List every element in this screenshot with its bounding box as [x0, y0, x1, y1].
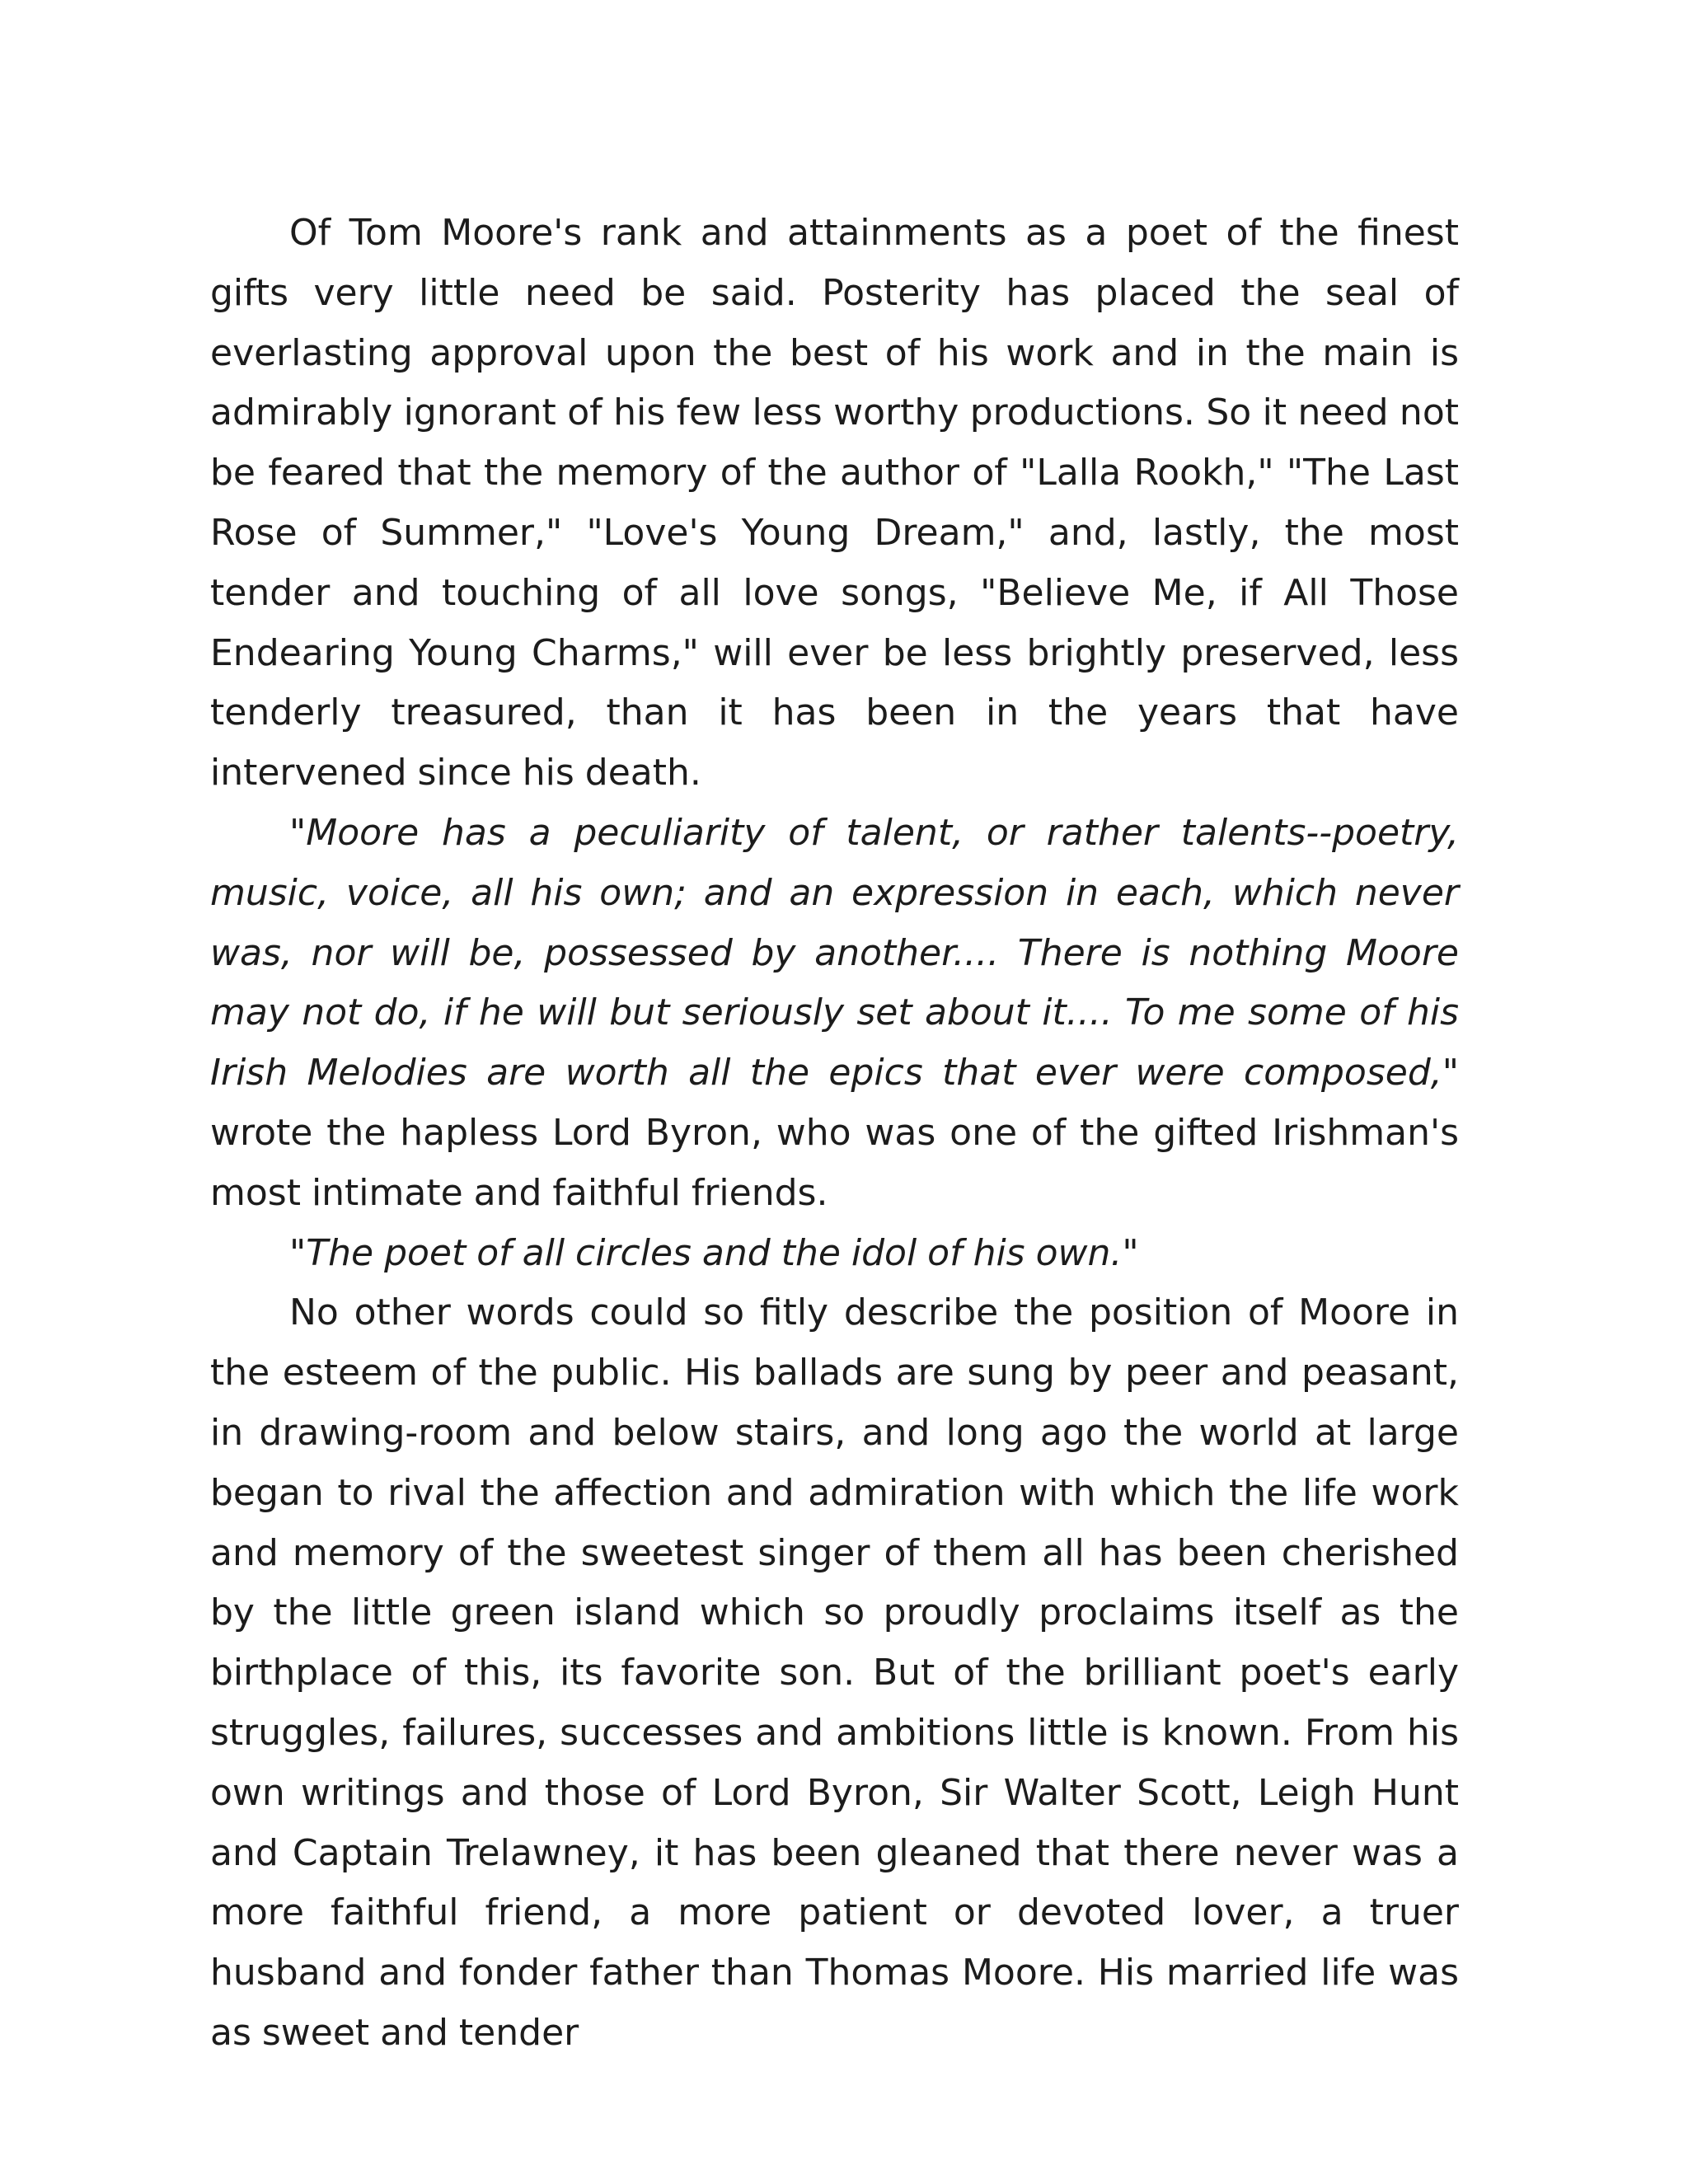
epithet-quotation: The poet of all circles and the idol of his own. [306, 1231, 1123, 1274]
body-text [210, 204, 1459, 2064]
open-quote-mark: " [289, 811, 307, 854]
paragraph-byron-quote [210, 804, 1459, 1224]
close-quote-mark: " [1122, 1231, 1139, 1274]
paragraph-epithet [210, 1224, 1459, 1284]
paragraph-public-esteem: No other words could so fitly describe the position of Moore in the esteem of the public. His ballads are sung by peer and peasant, in drawing-room and below stairs, and long ago the world at large began to rival the affection and admiration with which the life work and memory of the sweetest singer of them all has been cherished by the little green island which so proudly proclaims itself as the birthplace of this, its favorite son. But of the brilliant poet's early struggles, failures, successes and ambitions little is known. From his own writings and those of Lord Byron, Sir Walter Scott, Leigh Hunt and Captain Trelawney, it has been gleaned that there never was a more faithful friend, a more patient or devoted lover, a truer husband and fonder father than Thomas Moore. His married life was as sweet and tender [210, 1291, 1459, 2054]
paragraph-intro: Of Tom Moore's rank and attainments as a poet of the finest gifts very little need be said. Posterity has placed the seal of everlasting approval upon the best of his work and in the main is admirably ignorant of his few less worthy productions. So it need not be feared that the memory of the author of "Lalla Rookh," "The Last Rose of Summer," "Love's Young Dream," and, lastly, the most tender and touching of all love songs, "Believe Me, if All Those Endearing Young Charms," will ever be less brightly preserved, less tenderly treasured, than it has been in the years that have intervened since his death. [210, 212, 1459, 794]
byron-quotation: Moore has a peculiarity of talent, or rather talents--poetry, music, voice, all his own; and an expression in each, which never was, nor will be, possessed by another.... There is nothing Moore may not do, if he will but seriously set about it.... To me some of his Irish Melodies are worth all the epics that ever were composed, [210, 811, 1459, 1094]
open-quote-mark: " [289, 1231, 307, 1274]
quotation-attribution: " wrote the hapless Lord Byron, who was one of the gifted Irishman's most intimate and faithful friends. [210, 1052, 1459, 1214]
